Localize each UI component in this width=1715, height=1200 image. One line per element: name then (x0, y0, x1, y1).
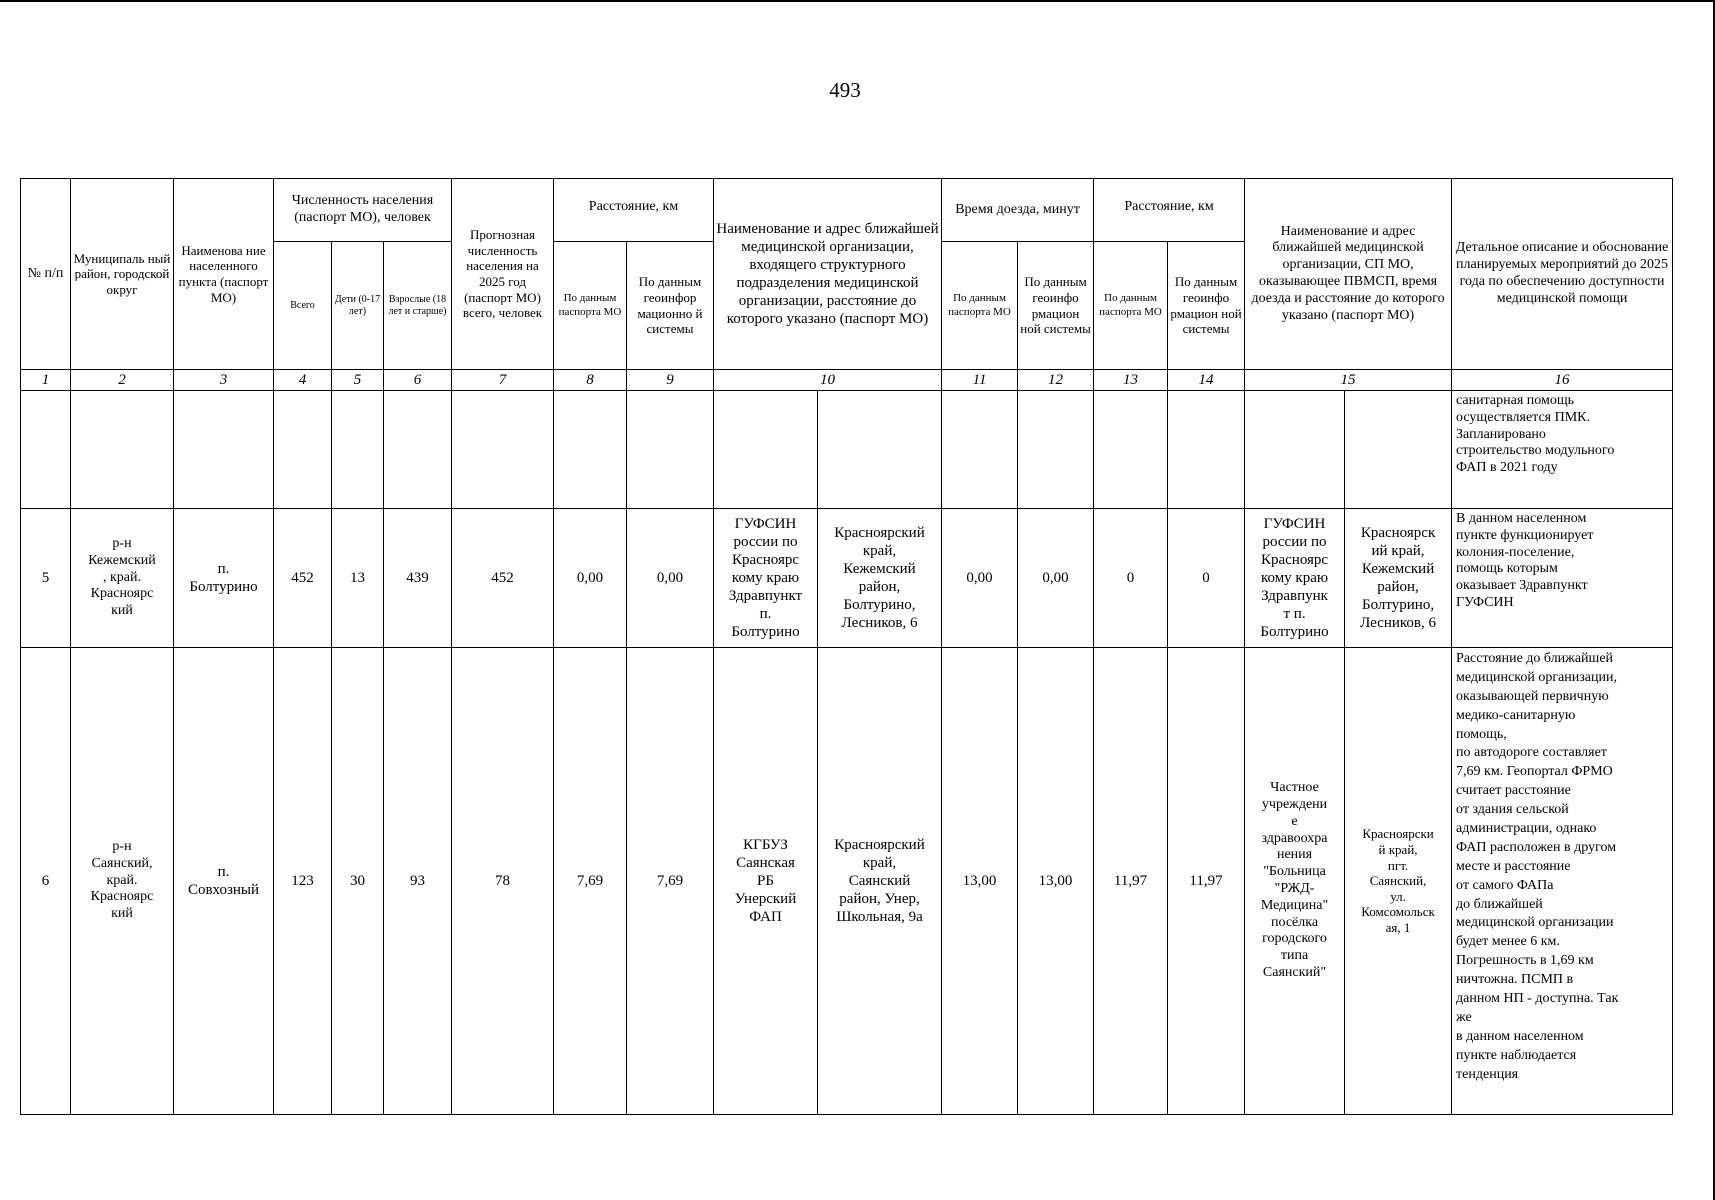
population-total: 452 (274, 509, 332, 648)
continuation-description: санитарная помощь осуществляется ПМК. Запланировано строительство модульного ФАП в 2021 году (1452, 391, 1673, 509)
col-number: 16 (1452, 370, 1673, 391)
col-number: 12 (1018, 370, 1094, 391)
col-number: 2 (71, 370, 174, 391)
table-row (21, 648, 1673, 1115)
population-forecast: 78 (452, 648, 554, 1115)
header-row-1 (21, 179, 1673, 242)
header-distance2-group: Расстояние, км (1094, 179, 1245, 242)
header-adults: Взрослые (18 лет и старше) (384, 242, 452, 370)
col-number: 6 (384, 370, 452, 391)
col-number: 9 (627, 370, 714, 391)
org15-name: ГУФСИН россии по Красноярс кому краю Здравпунк т п. Болтурино (1245, 509, 1345, 648)
org15-address: Красноярски й край, пгт. Саянский, ул. Комсомольск ая, 1 (1345, 648, 1452, 1115)
col-number: 4 (274, 370, 332, 391)
page-number: 493 (829, 78, 861, 102)
org10-name: ГУФСИН россии по Красноярс кому краю Здравпункт п. Болтурино (714, 509, 818, 648)
header-distance-group: Расстояние, км (554, 179, 714, 242)
header-settlement: Наименова ние населенного пункта (паспорт МО) (174, 179, 274, 370)
row-number: 5 (21, 509, 71, 648)
population-children: 30 (332, 648, 384, 1115)
header-org10: Наименование и адрес ближайшей медицинской организации, входящего структурного подразделения медицинской организации, расстояние до которого указано (паспорт МО) (714, 179, 942, 370)
column-numbers-row (21, 370, 1673, 391)
col-number: 5 (332, 370, 384, 391)
col-number: 13 (1094, 370, 1168, 391)
header-forecast: Прогнозная численность населения на 2025 год (паспорт МО) всего, человек (452, 179, 554, 370)
time-mo: 0,00 (942, 509, 1018, 648)
settlement-cell: п. Болтурино (174, 509, 274, 648)
continuation-row (21, 391, 1673, 509)
distance2-mo: 0 (1094, 509, 1168, 648)
time-mo: 13,00 (942, 648, 1018, 1115)
col-number: 14 (1168, 370, 1245, 391)
district-cell: р-н Кежемский , край. Красноярс кий (71, 509, 174, 648)
district-cell: р-н Саянский, край. Красноярс кий (71, 648, 174, 1115)
header-time-gis: По данным геоинфо рмацион ной системы (1018, 242, 1094, 370)
col-number: 7 (452, 370, 554, 391)
population-adults: 439 (384, 509, 452, 648)
row-number: 6 (21, 648, 71, 1115)
header-dist-mo: По данным паспорта МО (554, 242, 627, 370)
header-total: Всего (274, 242, 332, 370)
org10-address: Красноярский край, Кежемский район, Болтурино, Лесников, 6 (818, 509, 942, 648)
population-forecast: 452 (452, 509, 554, 648)
col-number: 8 (554, 370, 627, 391)
description-cell: В данном населенном пункте функционирует колония-поселение, помощь которым оказывает Здравпункт ГУФСИН (1452, 509, 1673, 648)
page-top-border (0, 0, 1715, 2)
org10-name: КГБУЗ Саянская РБ Унерский ФАП (714, 648, 818, 1115)
header-population-group: Численность населения (паспорт МО), человек (274, 179, 452, 242)
header-time-group: Время доезда, минут (942, 179, 1094, 242)
header-dist-gis: По данным геоинфор мационно й системы (627, 242, 714, 370)
header-num: № п/п (21, 179, 71, 370)
distance-mo: 7,69 (554, 648, 627, 1115)
settlement-cell: п. Совхозный (174, 648, 274, 1115)
header-dist2-mo: По данным паспорта МО (1094, 242, 1168, 370)
time-gis: 0,00 (1018, 509, 1094, 648)
population-adults: 93 (384, 648, 452, 1115)
header-time-mo: По данным паспорта МО (942, 242, 1018, 370)
distance2-gis: 0 (1168, 509, 1245, 648)
header-org15: Наименование и адрес ближайшей медицинской организации, СП МО, оказывающее ПВМСП, время доезда и расстояние до которого указано (паспорт МО) (1245, 179, 1452, 370)
facilities-table (20, 178, 1673, 1115)
header-children: Дети (0-17 лет) (332, 242, 384, 370)
col-number: 3 (174, 370, 274, 391)
distance-mo: 0,00 (554, 509, 627, 648)
distance-gis: 7,69 (627, 648, 714, 1115)
header-district: Муниципаль ный район, городской округ (71, 179, 174, 370)
org15-address: Красноярск ий край, Кежемский район, Болтурино, Лесников, 6 (1345, 509, 1452, 648)
time-gis: 13,00 (1018, 648, 1094, 1115)
header-dist2-gis: По данным геоинфо рмацион ной системы (1168, 242, 1245, 370)
population-total: 123 (274, 648, 332, 1115)
org10-address: Красноярский край, Саянский район, Унер, Школьная, 9а (818, 648, 942, 1115)
header-description: Детальное описание и обоснование планируемых мероприятий до 2025 года по обеспечению доступности медицинской помощи (1452, 179, 1673, 370)
population-children: 13 (332, 509, 384, 648)
col-number: 1 (21, 370, 71, 391)
col-number: 10 (714, 370, 942, 391)
distance-gis: 0,00 (627, 509, 714, 648)
col-number: 15 (1245, 370, 1452, 391)
distance2-gis: 11,97 (1168, 648, 1245, 1115)
col-number: 11 (942, 370, 1018, 391)
org15-name: Частное учреждени е здравоохра нения "Больница "РЖД- Медицина" посёлка городского типа Саянский" (1245, 648, 1345, 1115)
description-cell: Расстояние до ближайшей медицинской организации, оказывающей первичную медико-санитарную помощь, по автодороге составляет 7,69 км. Геопортал ФРМО считает расстояние от здания сельской администрации, однако ФАП расположен в другом месте и расстояние от самого ФАПа до ближайшей медицинской организации будет менее 6 км. Погрешность в 1,69 км ничтожна. ПСМП в данном НП - доступна. Так же в данном населенном пункте наблюдается тенденция (1452, 648, 1673, 1115)
table-row (21, 509, 1673, 648)
distance2-mo: 11,97 (1094, 648, 1168, 1115)
